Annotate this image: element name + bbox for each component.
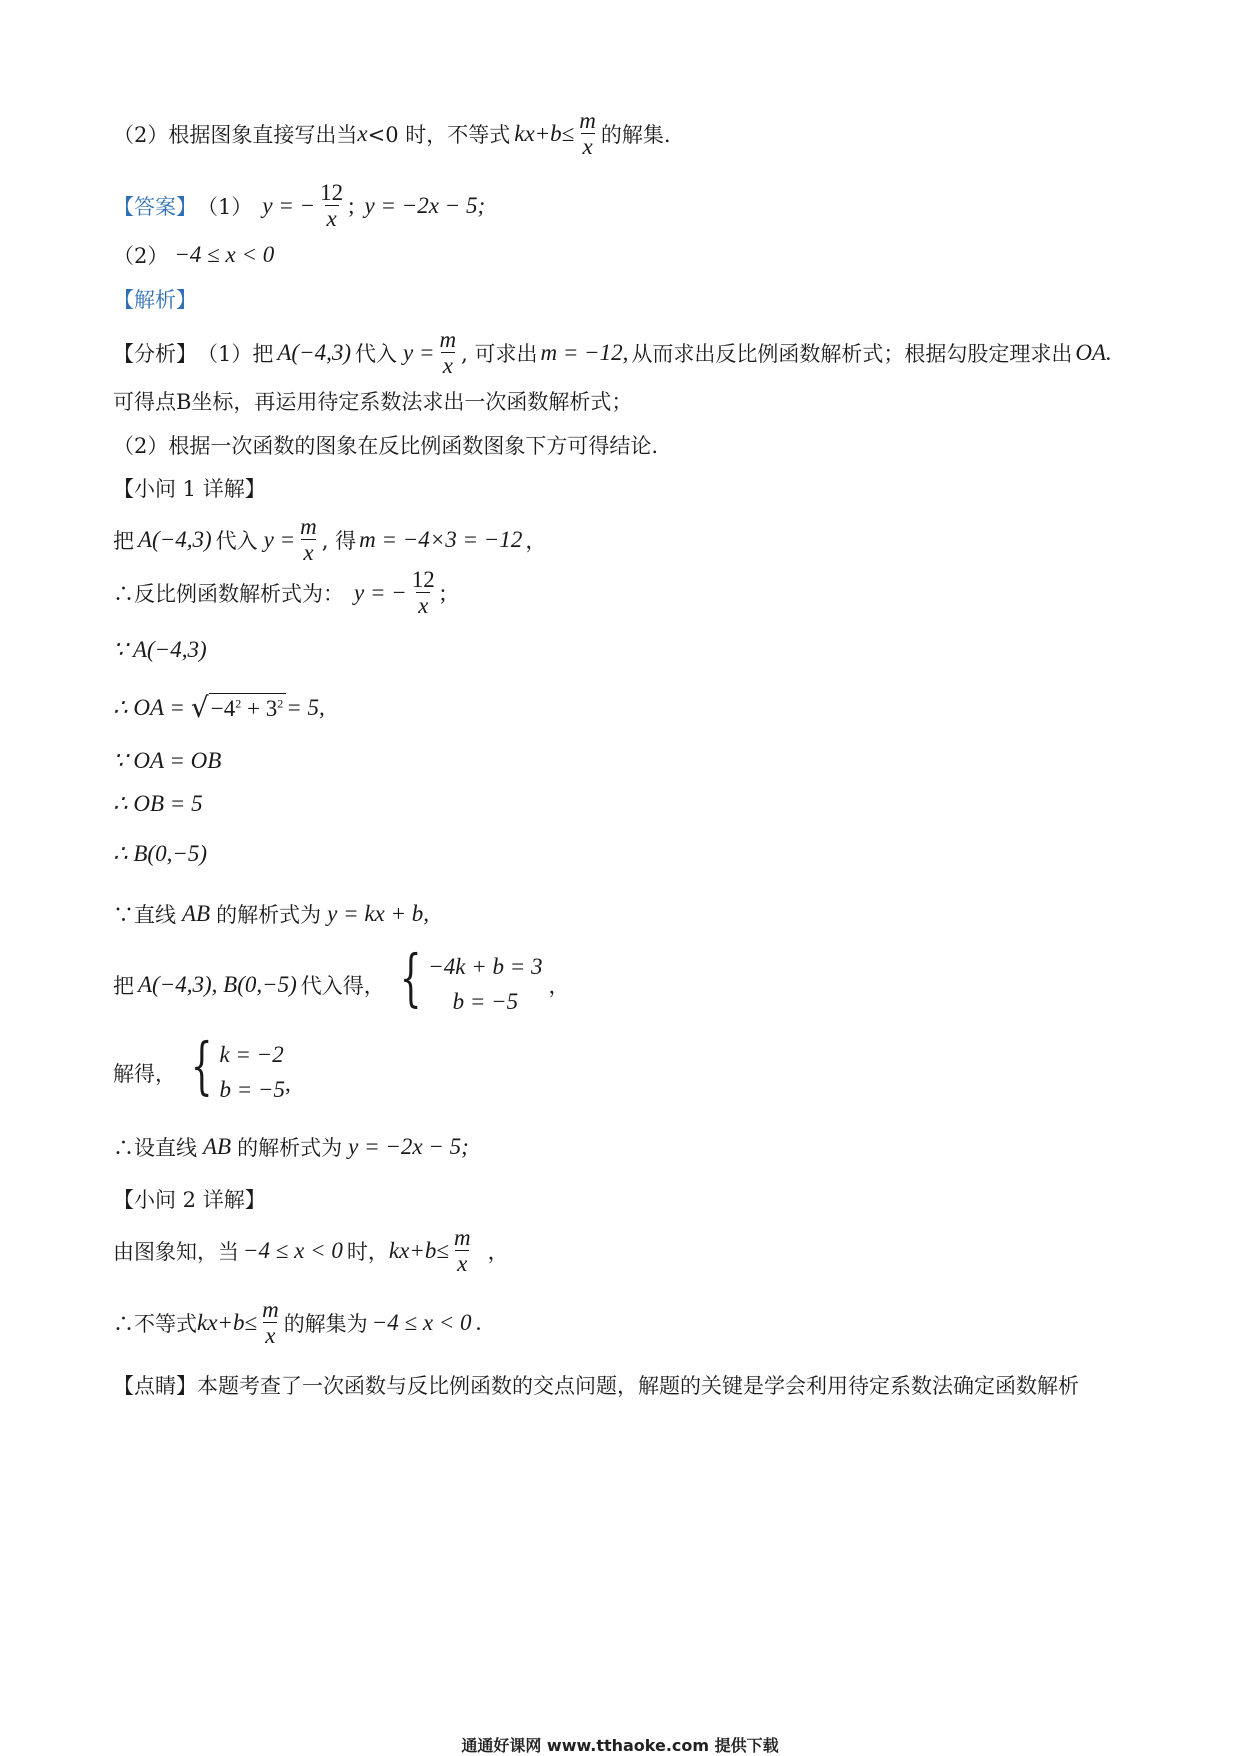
sub1-line-8 [113,899,429,929]
q2-suffix: 的解集. [600,123,671,148]
fraction-denominator: x [418,593,429,619]
sub1-m-value: m = −4×3 = −12 [359,527,523,553]
system-equation-1: −4k + b = 3 [428,954,543,979]
solution-b: b = −5 [219,1076,285,1102]
point-a: A(−4,3) [277,340,352,366]
fenxi-text: , 可求出 [461,342,538,367]
answer-y1-fraction [318,180,345,233]
q2-cond-var: x [357,121,368,147]
sub1-text: , [285,1070,291,1096]
sub1-text: 把 [113,973,134,998]
sub1-text: 把 [113,529,134,554]
sub2-text: 的解集为 [283,1312,368,1337]
sub1-line-3: ∵ A(−4,3) [113,637,207,662]
sub2-fraction [452,1225,473,1278]
sub1-text: 代入得， [300,973,385,998]
line-ab: AB [203,1134,232,1159]
sub2-inequality-lhs: kx+b≤ [197,1310,258,1336]
sub1-line-1 [113,514,546,567]
fenxi-oa: OA. [1075,340,1112,366]
answer-part2-prefix: （2） [113,244,169,268]
sub1-text: ， [548,973,570,998]
square-root [191,693,286,722]
answer-y1-lhs: y = − [262,193,316,219]
sub1-line-2 [113,567,446,620]
sub1-line-5: ∵ OA = OB [113,748,222,773]
sub1-text: ∴反比例函数解析式为： [113,582,344,607]
fraction-denominator: x [265,1323,276,1349]
dianjing-label: 【点睛】 [113,1374,197,1398]
fenxi-line-1 [113,327,1112,380]
question-part2 [113,108,671,161]
fenxi-fraction [438,327,459,380]
answer-separator: ; [348,193,355,219]
sub1-text: ， [525,529,547,554]
equation-system [391,941,543,1019]
page-footer: 通通好课网 www.tthaoke.com 提供下载 [461,1736,779,1755]
fenxi-label: 【分析】 [113,342,197,367]
sub1-fraction [298,514,319,567]
solution-system [182,1029,285,1107]
answer-y2: y = −2x − 5; [364,193,486,219]
sub1-text: 解得， [113,1061,176,1086]
sub1-text: ∵直线 [113,903,176,927]
sub2-text: 时， [346,1240,389,1265]
radicand-term-b: + 3 [241,696,278,721]
q2-cond-rest: <0 时，不等式 [367,123,511,148]
sub2-fraction [260,1297,281,1350]
fraction-denominator: x [442,353,453,379]
fraction-numerator: m [579,108,596,133]
fraction-numerator: m [439,327,457,352]
q2-inequality-lhs: kx+b≤ [514,121,575,147]
fraction-denominator: x [457,1251,468,1277]
sub1-text: 的解析式为 [216,903,322,927]
sub1-text: ∴设直线 [113,1136,197,1160]
sub2-text: . [475,1310,482,1336]
exponent: 2 [277,696,284,711]
fraction-numerator: 12 [411,567,435,592]
sub1-text: 代入 [215,529,258,554]
sub1-line-9 [113,941,570,1019]
sub1-y-lhs: y = − [354,580,407,606]
fenxi-y-lhs: y = [403,340,435,366]
sub1-text: 的解析式为 [237,1136,343,1160]
sub1-text: , 得 [321,529,357,554]
fraction-numerator: m [262,1297,279,1322]
sub1-line-11 [113,1132,469,1162]
oa-result: = 5, [286,694,325,720]
answer-label: 【答案】 [113,195,197,220]
left-brace-icon: { [190,1029,213,1102]
sub2-text: 由图象知，当 [113,1240,239,1265]
fenxi-m-value: m = −12, [540,340,629,366]
system-rows [428,950,542,1019]
answer-line-2 [113,240,274,270]
solution-k: k = −2 [219,1042,284,1067]
fenxi-line-2: 可得点B坐标，再运用待定系数法求出一次函数解析式； [113,390,633,414]
sub1-line-10 [113,1029,291,1107]
sub1-y-lhs: y = [263,527,296,553]
system-equation-2: b = −5 [452,988,519,1014]
answer-part2-expr: −4 ≤ x < 0 [174,242,275,267]
sub2-text: ∴不等式 [113,1312,197,1337]
sub1-text: ; [439,580,447,606]
fraction-denominator: x [326,206,337,232]
fenxi-text: 从而求出反比例函数解析式；根据勾股定理求出 [631,342,1073,367]
q2-prefix: （2）根据图象直接写出当 [113,123,358,148]
sub2-line-2 [113,1297,481,1350]
fraction-denominator: x [582,134,593,160]
sub1-line-4 [113,693,325,722]
answer-line-1 [113,180,485,233]
radical-sign-icon: √ [190,691,209,724]
sub2-range: −4 ≤ x < 0 [371,1310,472,1336]
fraction-numerator: 12 [320,180,344,205]
sub1-line-6: ∴ OB = 5 [113,791,203,816]
fenxi-text: （1）把 [197,342,274,367]
exponent: 2 [235,696,242,711]
fraction-numerator: m [453,1225,471,1250]
fraction-denominator: x [303,540,314,566]
line-ab-result: y = −2x − 5; [348,1134,469,1159]
point-a: A(−4,3) [138,527,212,553]
oa-lhs: ∴ OA = [113,694,185,720]
sub2-text: ， [487,1240,509,1265]
sub1-fraction-12 [410,567,437,620]
sub1-line-7: ∴ B(0,−5) [113,841,208,866]
answer-part1-prefix: （1） [197,195,253,220]
radicand [209,693,286,722]
left-brace-icon: { [399,941,422,1014]
fenxi-line-3: （2）根据一次函数的图象在反比例函数图象下方可得结论. [113,434,659,458]
jiexi-label: 【解析】 [113,288,197,312]
sub2-range: −4 ≤ x < 0 [243,1238,343,1264]
fraction-numerator: m [300,514,317,539]
sub1-label: 【小问 1 详解】 [113,477,266,501]
line-ab: AB [182,901,211,926]
line-ab-equation: y = kx + b, [327,901,430,926]
sub2-label: 【小问 2 详解】 [113,1188,266,1212]
sub2-line-1 [113,1225,509,1278]
points-ab: A(−4,3), B(0,−5) [138,971,297,997]
radicand-term-a: −4 [210,696,236,721]
dianjing-line [113,1370,1079,1400]
fenxi-text: 代入 [355,342,398,367]
dianjing-text: 本题考查了一次函数与反比例函数的交点问题，解题的关键是学会利用待定系数法确定函数解析 [197,1374,1079,1398]
q2-fraction [577,108,598,161]
system-rows [219,1038,285,1107]
sub2-inequality-lhs: kx+b≤ [388,1238,449,1264]
